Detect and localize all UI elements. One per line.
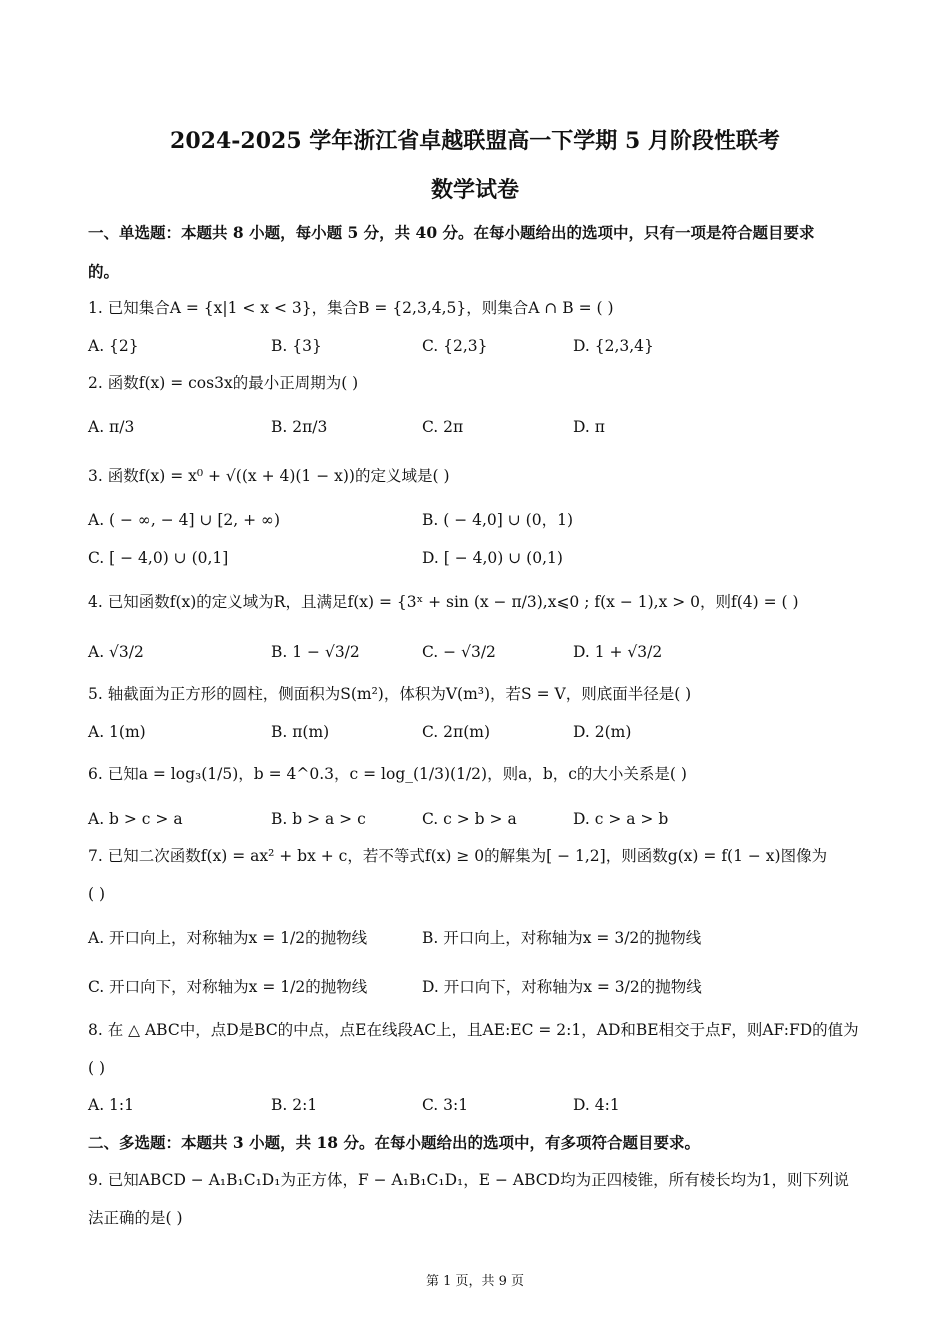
q6-option-c: C. c > b > a	[422, 810, 517, 828]
section1-heading-cont: 的。	[88, 262, 120, 281]
section2-heading: 二、多选题：本题共 3 小题，共 18 分。在每小题给出的选项中，有多项符合题目要求。	[88, 1133, 700, 1152]
q8-option-b: B. 2:1	[271, 1096, 318, 1114]
page-footer: 第 1 页，共 9 页	[425, 1274, 525, 1289]
question-6: 6. 已知a = log₃(1/5)，b = 4^0.3，c = log_(1/3)(1/2)，则a，b，c的大小关系是( )	[88, 765, 687, 783]
q4-option-c: C. − √3/2	[422, 643, 496, 661]
section1-heading: 一、单选题：本题共 8 小题，每小题 5 分，共 40 分。在每小题给出的选项中，只有一项是符合题目要求	[88, 223, 815, 242]
q1-option-a: A. {2}	[88, 337, 139, 355]
q2-option-a: A. π/3	[88, 418, 135, 436]
question-9-cont: 法正确的是( )	[88, 1209, 183, 1227]
q1-option-c: C. {2,3}	[422, 337, 488, 355]
question-8-cont: ( )	[88, 1059, 106, 1077]
q5-option-c: C. 2π(m)	[422, 723, 491, 741]
q8-option-d: D. 4:1	[573, 1096, 620, 1114]
q4-option-a: A. √3/2	[88, 643, 144, 661]
q3-option-d: D. [ − 4,0) ∪ (0,1)	[422, 549, 563, 567]
q5-option-d: D. 2(m)	[573, 723, 632, 741]
exam-subtitle: 数学试卷	[430, 177, 519, 203]
q8-option-a: A. 1:1	[88, 1096, 134, 1114]
question-2: 2. 函数f(x) = cos3x的最小正周期为( )	[88, 374, 359, 392]
q1-option-b: B. {3}	[271, 337, 322, 355]
q2-option-d: D. π	[573, 418, 605, 436]
q2-option-b: B. 2π/3	[271, 418, 328, 436]
q3-option-a: A. ( − ∞, − 4] ∪ [2, + ∞)	[88, 511, 281, 529]
q7-option-b: B. 开口向上，对称轴为x = 3/2的抛物线	[422, 929, 702, 947]
question-7-cont: ( )	[88, 885, 106, 903]
question-8: 8. 在 △ ABC中，点D是BC的中点，点E在线段AC上，且AE:EC = 2:1，AD和BE相交于点F，则AF:FD的值为	[88, 1021, 859, 1039]
q8-option-c: C. 3:1	[422, 1096, 469, 1114]
q7-option-d: D. 开口向下，对称轴为x = 3/2的抛物线	[422, 978, 702, 996]
q4-option-b: B. 1 − √3/2	[271, 643, 360, 661]
question-5: 5. 轴截面为正方形的圆柱，侧面积为S(m²)，体积为V(m³)，若S = V，则底面半径是( )	[88, 685, 692, 703]
question-7: 7. 已知二次函数f(x) = ax² + bx + c，若不等式f(x) ≥ 0的解集为[ − 1,2]，则函数g(x) = f(1 − x)图像为	[88, 847, 828, 865]
q6-option-d: D. c > a > b	[573, 810, 669, 828]
q6-option-b: B. b > a > c	[271, 810, 366, 828]
q2-option-c: C. 2π	[422, 418, 464, 436]
q1-option-d: D. {2,3,4}	[573, 337, 654, 355]
q5-option-a: A. 1(m)	[88, 723, 146, 741]
q7-option-c: C. 开口向下，对称轴为x = 1/2的抛物线	[88, 978, 368, 996]
question-3: 3. 函数f(x) = x⁰ + √((x + 4)(1 − x))的定义域是( )	[88, 467, 450, 485]
q5-option-b: B. π(m)	[271, 723, 330, 741]
q3-option-b: B. ( − 4,0] ∪ (0，1)	[422, 511, 573, 529]
question-9: 9. 已知ABCD − A₁B₁C₁D₁为正方体，F − A₁B₁C₁D₁，E − ABCD均为正四棱锥，所有棱长均为1，则下列说	[88, 1171, 849, 1189]
q7-option-a: A. 开口向上，对称轴为x = 1/2的抛物线	[88, 929, 368, 947]
question-4: 4. 已知函数f(x)的定义域为R，且满足f(x) = {3ˣ + sin (x − π/3),x⩽0 ; f(x − 1),x > 0，则f(4) = ( )	[88, 593, 799, 611]
question-1: 1. 已知集合A = {x|1 < x < 3}，集合B = {2,3,4,5}，则集合A ∩ B = ( )	[88, 299, 614, 317]
q6-option-a: A. b > c > a	[88, 810, 183, 828]
exam-title: 2024-2025 学年浙江省卓越联盟高一下学期 5 月阶段性联考	[170, 128, 780, 154]
q4-option-d: D. 1 + √3/2	[573, 643, 663, 661]
q3-option-c: C. [ − 4,0) ∪ (0,1]	[88, 549, 229, 567]
